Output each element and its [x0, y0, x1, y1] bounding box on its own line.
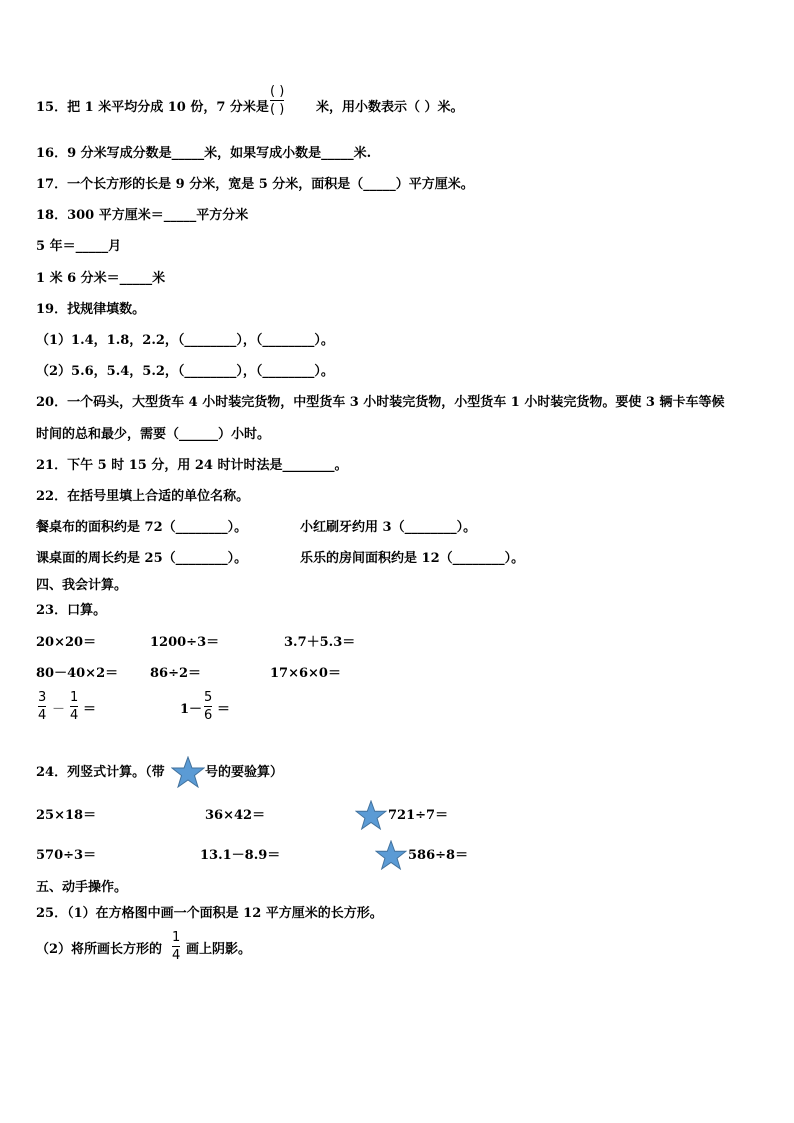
q23-minus-sign: － — [52, 702, 66, 717]
q21-text: 21．下午 5 时 15 分，用 24 时计时法是________。 — [36, 458, 348, 473]
q25-part2-pre: （2）将所画长方形的 — [36, 942, 163, 957]
fraction-denominator: 4 — [172, 948, 181, 963]
q23-expr-2: 1200÷3＝ — [150, 635, 220, 650]
q23-expr-1: 20×20＝ — [36, 635, 97, 650]
fraction-numerator: 5 — [204, 690, 213, 705]
star-icon — [171, 756, 205, 788]
fraction-bar — [38, 706, 46, 707]
q15-text-a: 15．把 1 米平均分成 10 份，7 分米是 — [36, 100, 269, 115]
section-5-heading: 五、动手操作。 — [36, 880, 128, 895]
q22-item-1: 餐桌布的面积约是 72（________）。 — [36, 520, 248, 535]
q23-one-minus: 1－ — [180, 702, 203, 717]
fraction-bar — [172, 946, 180, 947]
q22-item-4: 乐乐的房间面积约是 12（________）。 — [300, 551, 525, 566]
q23-fraction-1-4 — [70, 690, 78, 723]
q25-part2-post: 画上阴影。 — [186, 942, 252, 957]
q15-text-b: 米，用小数表示（ ）米。 — [316, 100, 464, 115]
q24-expr-5: 13.1－8.9＝ — [200, 848, 281, 863]
q15-fraction-numerator: ( ) — [270, 84, 285, 99]
q19-title: 19．找规律填数。 — [36, 302, 146, 317]
q23-expr-4: 80－40×2＝ — [36, 666, 119, 681]
q24-expr-6: 586÷8＝ — [408, 848, 469, 863]
fraction-denominator: 6 — [204, 708, 213, 723]
q23-fraction-3-4 — [38, 690, 46, 723]
fraction-denominator: 4 — [70, 708, 79, 723]
q19-part2: （2）5.6，5.4，5.2，（________），（________）。 — [36, 364, 334, 379]
q23-expr-5: 86÷2＝ — [150, 666, 202, 681]
q25-fraction-1-4 — [172, 930, 180, 963]
q22-title: 22．在括号里填上合适的单位名称。 — [36, 489, 250, 504]
q24-expr-1: 25×18＝ — [36, 808, 97, 823]
q19-part1: （1）1.4，1.8，2.2，（________），（________）。 — [36, 333, 334, 348]
fraction-bar — [70, 706, 78, 707]
fraction-numerator: 1 — [70, 690, 79, 705]
fraction-bar — [270, 100, 284, 101]
q17-text: 17．一个长方形的长是 9 分米，宽是 5 分米，面积是（_____）平方厘米。 — [36, 177, 474, 192]
q18-text-b: 5 年＝_____月 — [36, 239, 122, 254]
fraction-bar — [204, 706, 212, 707]
q25-part1: 25．（1）在方格图中画一个面积是 12 平方厘米的长方形。 — [36, 906, 383, 921]
q24-expr-3: 721÷7＝ — [388, 808, 449, 823]
q24-expr-4: 570÷3＝ — [36, 848, 97, 863]
q23-expr-3: 3.7＋5.3＝ — [284, 635, 356, 650]
q16-text: 16．9 分米写成分数是_____米，如果写成小数是_____米. — [36, 146, 372, 161]
q24-text-b: 号的要验算） — [205, 765, 284, 780]
q23-equals-2: ＝ — [217, 702, 231, 717]
q15-fraction — [270, 84, 284, 117]
star-icon — [375, 840, 407, 870]
q18-text-c: 1 米 6 分米＝_____米 — [36, 271, 166, 286]
q24-text-a: 24．列竖式计算。（带 — [36, 765, 165, 780]
q22-item-3: 课桌面的周长约是 25（________）。 — [36, 551, 248, 566]
q23-equals-1: ＝ — [83, 702, 97, 717]
q23-fraction-5-6 — [204, 690, 212, 723]
section-4-heading: 四、我会计算。 — [36, 578, 128, 593]
q15-fraction-denominator: ( ) — [270, 102, 285, 117]
q18-text-a: 18．300 平方厘米＝_____平方分米 — [36, 208, 249, 223]
fraction-denominator: 4 — [38, 708, 47, 723]
q23-title: 23．口算。 — [36, 603, 107, 618]
fraction-numerator: 3 — [38, 690, 47, 705]
q20-text-a: 20．一个码头，大型货车 4 小时装完货物，中型货车 3 小时装完货物，小型货车 1 小时装完货物。要使 3 辆卡车等候 — [36, 395, 725, 410]
q22-item-2: 小红刷牙约用 3（________）。 — [300, 520, 477, 535]
star-icon — [355, 800, 387, 830]
fraction-numerator: 1 — [172, 930, 181, 945]
q20-text-b: 时间的总和最少，需要（______）小时。 — [36, 427, 271, 442]
q24-expr-2: 36×42＝ — [205, 808, 266, 823]
q23-expr-6: 17×6×0＝ — [270, 666, 341, 681]
